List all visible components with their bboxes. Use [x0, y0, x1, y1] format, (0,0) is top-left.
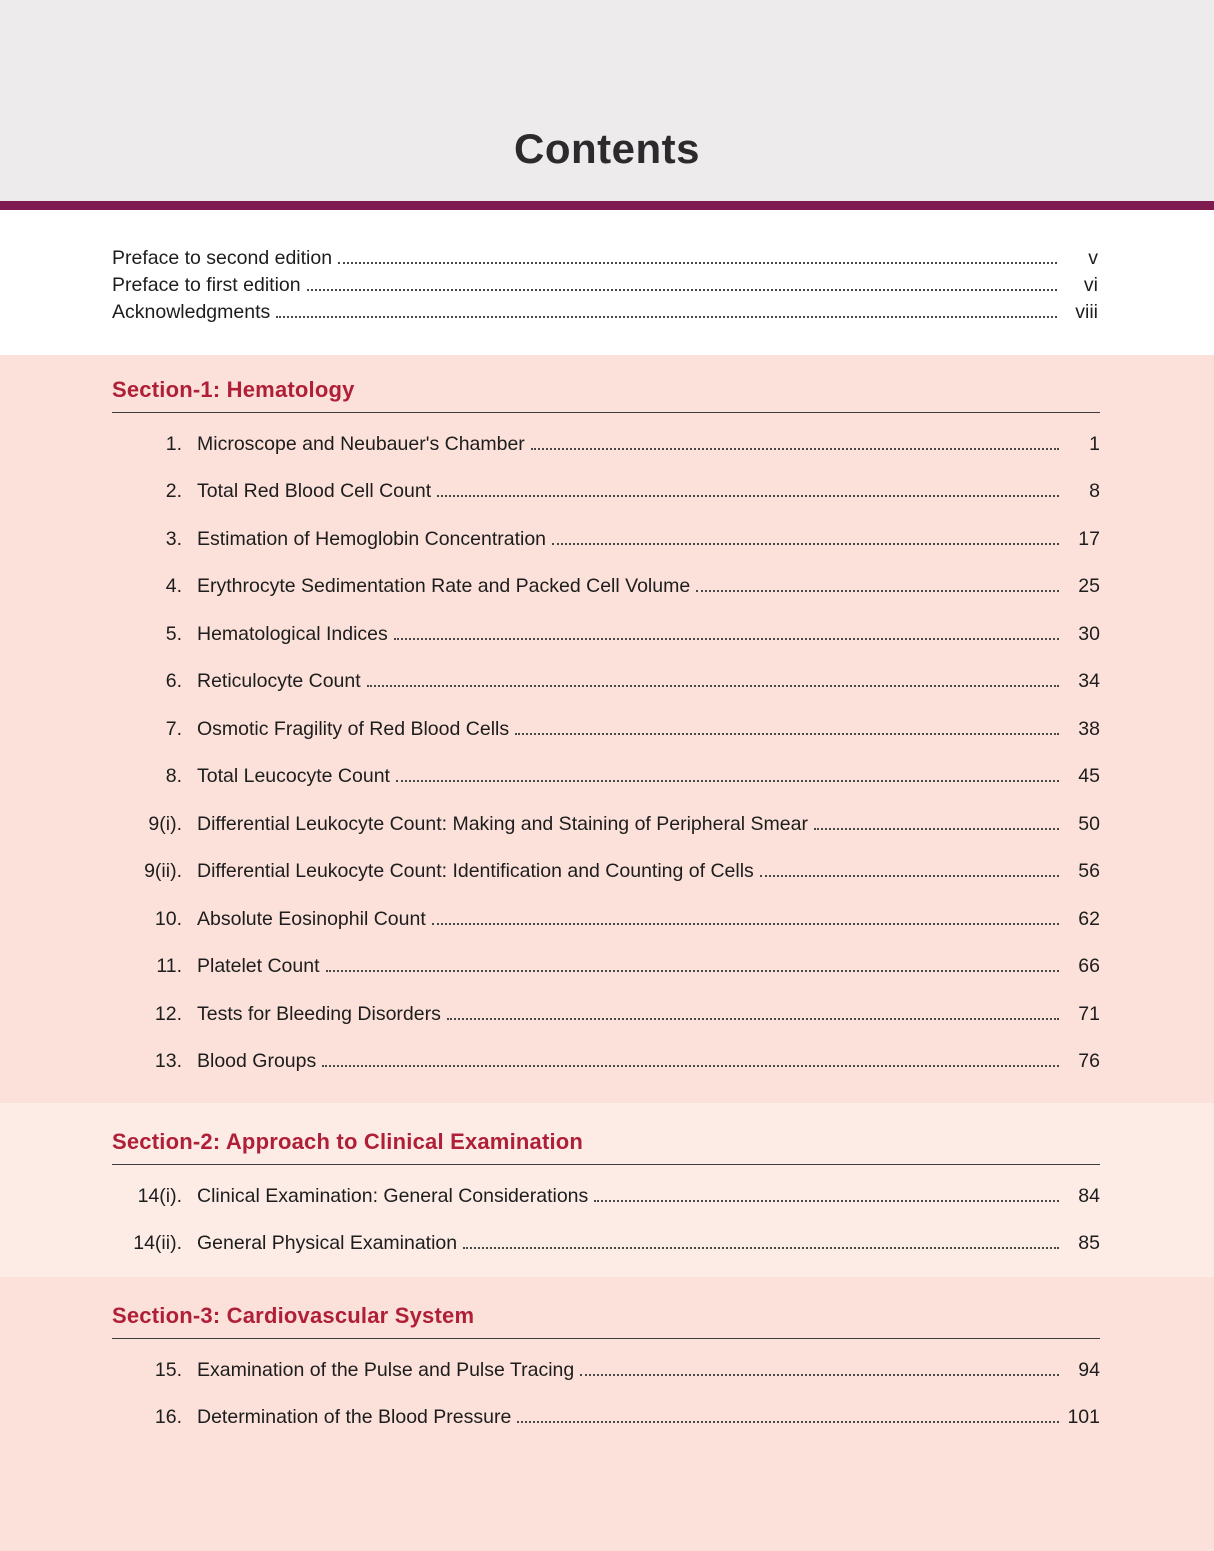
toc-entry — [112, 800, 1100, 848]
entry-page: 56 — [1078, 860, 1100, 882]
entry-title: Estimation of Hemoglobin Concentration — [197, 527, 547, 550]
front-matter-entry — [112, 244, 1098, 271]
toc-entry — [112, 1220, 1100, 1268]
toc-entry — [112, 848, 1100, 896]
section-2-heading: Section-2: Approach to Clinical Examination — [112, 1129, 1100, 1165]
dot-leader — [814, 826, 1059, 830]
entry-title: Microscope and Neubauer's Chamber — [197, 432, 525, 455]
entry-number: 7. — [165, 717, 182, 740]
toc-entry — [112, 515, 1100, 563]
section-1-heading: Section-1: Hematology — [112, 377, 1100, 413]
entry-number: 14(i). — [137, 1184, 182, 1207]
toc-entry — [112, 1172, 1100, 1220]
toc-entry — [112, 610, 1100, 658]
entry-title: Clinical Examination: General Considerations — [197, 1184, 589, 1207]
toc-entry — [112, 468, 1100, 516]
entry-title: Preface to first edition — [112, 273, 301, 296]
entry-title: Acknowledgments — [112, 300, 271, 323]
entry-number: 5. — [165, 622, 182, 645]
entry-number: 11. — [156, 955, 182, 977]
toc-entry — [112, 1346, 1100, 1394]
toc-entry — [112, 990, 1100, 1038]
section-cardiovascular — [0, 1277, 1214, 1551]
toc-entry — [112, 943, 1100, 991]
front-matter-entry — [112, 298, 1098, 325]
entry-page: 76 — [1078, 1050, 1100, 1072]
dot-leader — [463, 1245, 1059, 1249]
toc-entry — [112, 895, 1100, 943]
entry-number: 9(i). — [148, 812, 182, 835]
entry-page: 8 — [1089, 480, 1100, 502]
dot-leader — [338, 260, 1057, 264]
entry-number: 8. — [165, 765, 182, 787]
entry-number: 10. — [154, 907, 182, 930]
section-3-heading: Section-3: Cardiovascular System — [112, 1303, 1100, 1339]
entry-title: Blood Groups — [197, 1050, 317, 1072]
entry-title: Total Red Blood Cell Count — [197, 480, 432, 502]
dot-leader — [326, 968, 1060, 972]
entry-title: Differential Leukocyte Count: Identification and Counting of Cells — [197, 860, 754, 882]
dot-leader — [447, 1016, 1059, 1020]
toc-entry — [112, 658, 1100, 706]
entry-page: vi — [1083, 273, 1098, 296]
toc-entry — [112, 705, 1100, 753]
dot-leader — [517, 1419, 1059, 1423]
entry-page: v — [1088, 246, 1098, 269]
front-matter — [0, 210, 1214, 355]
dot-leader — [760, 873, 1059, 877]
entry-title: General Physical Examination — [197, 1232, 458, 1254]
dot-leader — [552, 541, 1059, 545]
dot-leader — [515, 731, 1059, 735]
entry-page: 94 — [1078, 1358, 1100, 1381]
entry-number: 9(ii). — [144, 860, 182, 882]
entry-page: 85 — [1078, 1232, 1100, 1254]
dot-leader — [394, 636, 1059, 640]
toc-entry — [112, 1394, 1100, 1442]
accent-bar — [0, 201, 1214, 210]
entry-title: Erythrocyte Sedimentation Rate and Packed Cell Volume — [197, 575, 691, 597]
entry-page: 71 — [1078, 1002, 1100, 1025]
dot-leader — [580, 1372, 1059, 1376]
entry-title: Examination of the Pulse and Pulse Tracing — [197, 1358, 575, 1381]
toc-entry — [112, 1038, 1100, 1086]
dot-leader — [322, 1063, 1059, 1067]
entry-page: 66 — [1078, 955, 1100, 977]
dot-leader — [396, 778, 1059, 782]
entry-page: 1 — [1089, 432, 1100, 455]
entry-title: Reticulocyte Count — [197, 670, 361, 692]
entry-title: Platelet Count — [197, 955, 320, 977]
entry-number: 1. — [165, 432, 182, 455]
entry-title: Determination of the Blood Pressure — [197, 1406, 512, 1428]
front-matter-entry — [112, 271, 1098, 298]
entry-number: 13. — [154, 1050, 182, 1072]
entry-page: 84 — [1078, 1184, 1100, 1207]
toc-entry — [112, 753, 1100, 801]
entry-number: 6. — [165, 670, 182, 692]
entry-number: 14(ii). — [133, 1232, 182, 1254]
page-title: Contents — [514, 125, 700, 173]
entry-page: 62 — [1078, 907, 1100, 930]
entry-title: Preface to second edition — [112, 246, 333, 269]
dot-leader — [432, 921, 1059, 925]
section-hematology — [0, 355, 1214, 1103]
entry-page: 17 — [1078, 527, 1100, 550]
entry-title: Total Leucocyte Count — [197, 765, 390, 787]
entry-title: Osmotic Fragility of Red Blood Cells — [197, 717, 510, 740]
entry-number: 3. — [165, 527, 182, 550]
dot-leader — [367, 683, 1059, 687]
dot-leader — [276, 314, 1057, 318]
entry-title: Tests for Bleeding Disorders — [197, 1002, 441, 1025]
entry-title: Absolute Eosinophil Count — [197, 907, 426, 930]
entry-number: 2. — [165, 480, 182, 502]
entry-page: 38 — [1078, 717, 1100, 740]
dot-leader — [307, 287, 1057, 291]
entry-title: Differential Leukocyte Count: Making and Staining of Peripheral Smear — [197, 812, 808, 835]
dot-leader — [594, 1198, 1059, 1202]
toc-entry — [112, 563, 1100, 611]
entry-page: 50 — [1078, 812, 1100, 835]
dot-leader — [531, 446, 1059, 450]
entry-title: Hematological Indices — [197, 622, 388, 645]
entry-page: 30 — [1078, 622, 1100, 645]
entry-page: 25 — [1078, 575, 1100, 597]
entry-page: viii — [1075, 300, 1098, 323]
toc-entry — [112, 420, 1100, 468]
entry-page: 45 — [1078, 765, 1100, 787]
page-header — [0, 0, 1214, 201]
entry-number: 12. — [154, 1002, 182, 1025]
entry-number: 16. — [154, 1406, 182, 1428]
entry-page: 101 — [1067, 1406, 1100, 1428]
dot-leader — [696, 588, 1059, 592]
dot-leader — [437, 493, 1059, 497]
section-clinical-examination — [0, 1103, 1214, 1277]
entry-page: 34 — [1078, 670, 1100, 692]
entry-number: 15. — [154, 1358, 182, 1381]
entry-number: 4. — [165, 575, 182, 597]
